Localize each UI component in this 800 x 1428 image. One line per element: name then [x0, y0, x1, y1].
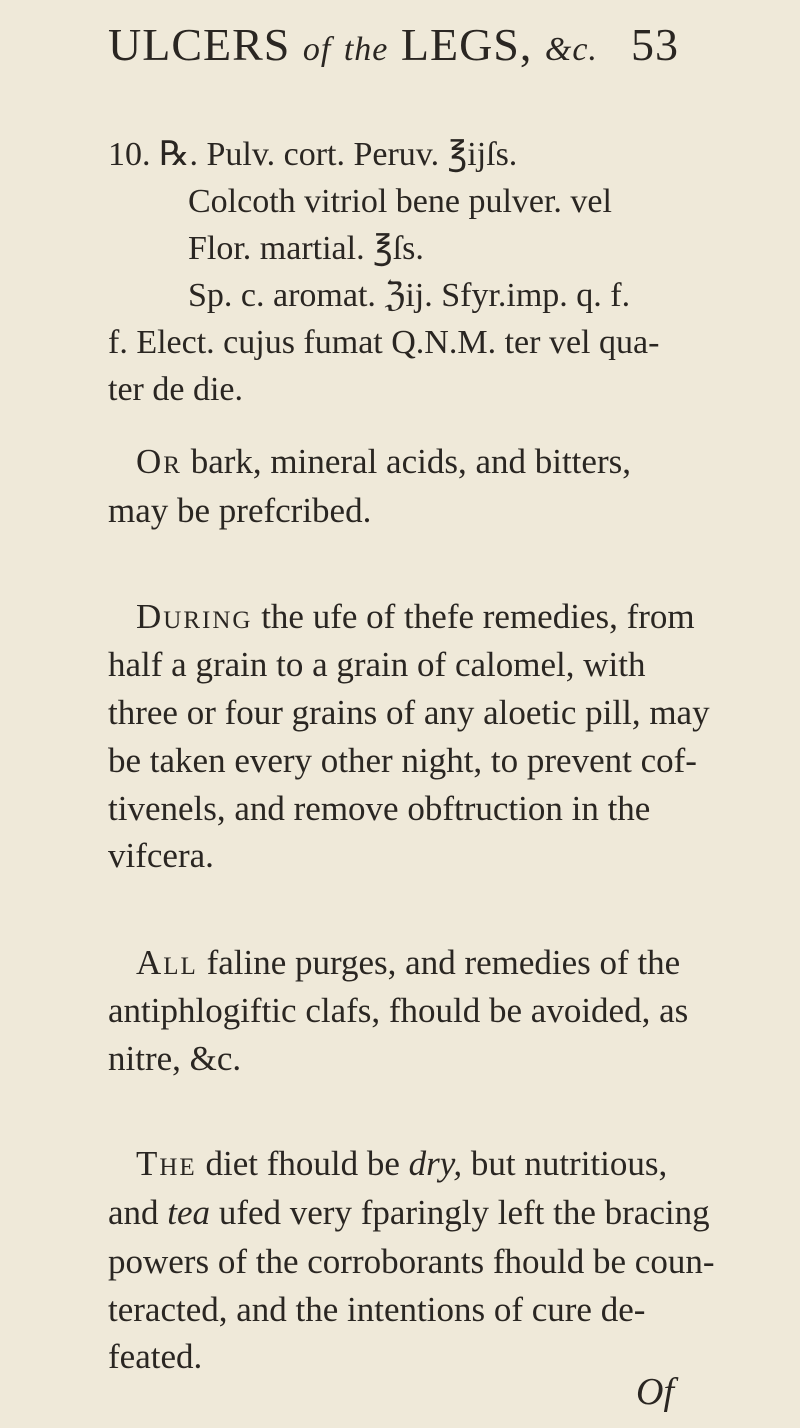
recipe-line: Sp. c. aromat. ℨij. Sfyr.imp. q. f.	[188, 277, 631, 314]
dropcap-word: The	[136, 1144, 197, 1183]
page-number: 53	[631, 19, 679, 70]
recipe-line: f. Elect. cujus fumat Q.N.M. ter vel qua-	[108, 324, 660, 361]
book-page: ULCERS of the LEGS, &c. 53 10. ℞. Pulv. cort. Peruv. ℥ijſs. Colcoth vitriol bene pulver. vel Flor. martial. ℥ſs. Sp. c. aromat. ℨij. Sfyr.imp. q. f. f. Elect. cujus fumat Q.N.M. ter vel qua- ter de die. Or bark, mineral acids, and bitters, may be prefcribed. During the ufe of thefe remedies, from half a grain to a grain of calomel, with three or four grains of any aloetic pill, may be taken every other night, to prevent cof- tivenels, and remove obftruction in the vifcera. All faline purges, and remedies of the antiphlogiftic clafs, fhould be avoided, as nitre, &c. The diet fhould be dry, but nutritious, and tea ufed very fparingly left the bracing powers of the corroborants fhould be coun- teracted, and the intentions of cure de- feated. Of	[108, 19, 715, 1413]
recipe-line: 10. ℞. Pulv. cort. Peruv. ℥ijſs.	[108, 136, 518, 173]
dropcap-word: All	[136, 943, 198, 982]
header-title: ULCERS	[108, 19, 291, 70]
header-legs: LEGS,	[400, 19, 533, 70]
recipe-line: Colcoth vitriol bene pulver. vel	[188, 183, 612, 220]
header-of: of	[302, 31, 332, 68]
dropcap-word: Or	[136, 442, 182, 481]
dropcap-word: During	[136, 597, 253, 636]
recipe-line: Flor. martial. ℥ſs.	[188, 230, 424, 267]
catchword: Of	[636, 1371, 674, 1413]
recipe-number: 10.	[108, 136, 151, 173]
header-the: the	[343, 31, 389, 68]
recipe-line: ter de die.	[108, 371, 243, 408]
running-header	[108, 18, 708, 71]
header-etc: &c.	[544, 31, 598, 68]
